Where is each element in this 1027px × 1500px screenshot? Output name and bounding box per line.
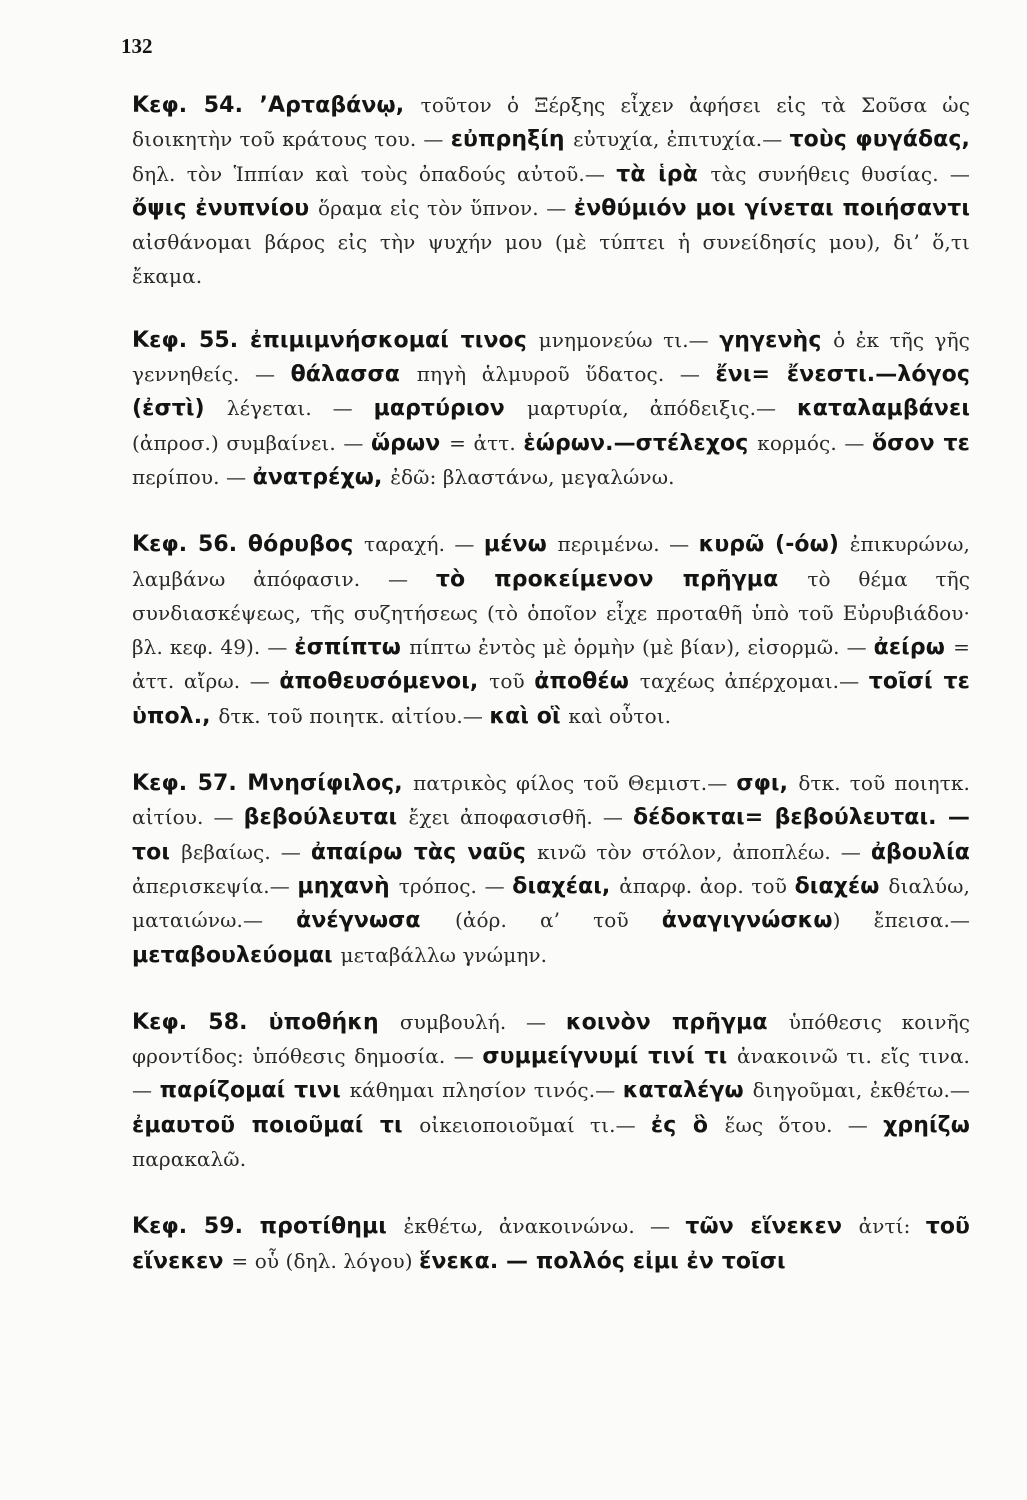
gloss: βεβαίως. — — [181, 839, 311, 864]
gloss: κινῶ τὸν στόλον, ἀποπλέω. — — [537, 839, 871, 864]
gloss: κάθημαι πλησίον τινός.— — [349, 1078, 623, 1103]
gloss: τὰς συνήθεις θυσίας. — — [710, 161, 971, 186]
gloss: ὑπόθεσις κοινῆς φροντίδος: ὑπόθεσις δημοσία. — — [132, 1009, 970, 1069]
chapter-heading: Κεφ. 54. — [132, 93, 260, 118]
headword: τοὺς φυγάδας, — [789, 127, 970, 153]
headword: συμμείγνυμί τινί τι — [482, 1044, 738, 1070]
gloss: οἰκειοποιοῦμαί τι.— — [419, 1112, 651, 1137]
gloss: ) ἔπεισα.— — [832, 908, 971, 933]
headword: τὸ προκείμενον πρῆγμα — [435, 566, 808, 592]
gloss: = ἀττ. — [449, 430, 524, 455]
headword: θόρυβος — [247, 532, 365, 558]
gloss: ἐκθέτω, ἀνακοινώνω. — — [403, 1214, 686, 1239]
gloss: περιμένω. — — [557, 532, 699, 557]
gloss: ὅραμα εἰς τὸν ὕπνον. — — [318, 195, 574, 220]
headword: τὰ ἱρὰ — [616, 161, 711, 187]
headword: τῶν εἵνεκεν — [685, 1214, 859, 1240]
gloss: παρακαλῶ. — [132, 1147, 247, 1172]
gloss: ταχέως ἀπέρχομαι.— — [639, 669, 869, 694]
gloss: περίπου. — — [132, 464, 253, 489]
chapter-55-entry — [132, 323, 970, 494]
gloss: πατρικὸς φίλος τοῦ Θεμιστ.— — [413, 771, 737, 796]
gloss: πηγὴ ἁλμυροῦ ὕδατος. — — [416, 362, 716, 387]
gloss: καὶ οὗτοι. — [568, 703, 672, 728]
headword: δέδοκται= βεβούλευται. — τοι — [132, 805, 971, 865]
headword: μηχανὴ — [297, 873, 399, 899]
gloss: κορμός. — — [757, 430, 872, 455]
gloss: αἰσθάνομαι βάρος εἰς τὴν ψυχήν μου (μὲ τύπτει ἡ συνείδησίς μου), δι’ ὅ,τι ἔκαμα. — [132, 230, 970, 289]
chapter-59-entry — [132, 1209, 970, 1278]
chapter-heading: Κεφ. 57. — [132, 771, 248, 797]
headword: προτίθημι — [259, 1214, 404, 1240]
headword: ὑποθήκη — [268, 1009, 400, 1035]
headword: γηγενὴς — [719, 327, 834, 353]
chapter-57-entry — [132, 766, 970, 972]
headword: εὐπρηξίη — [450, 127, 574, 153]
headword: διαχέαι, — [512, 873, 620, 899]
headword: τοῦ εἵνεκεν — [132, 1214, 970, 1274]
gloss: εὐτυχία, ἐπιτυχία.— — [573, 127, 790, 152]
gloss: μνημονεύω τι.— — [538, 327, 720, 352]
headword: ἀνατρέχω, — [252, 464, 391, 490]
headword: σφι, — [736, 771, 799, 797]
gloss: μαρτυρία, ἀπόδειξις.— — [527, 396, 797, 421]
gloss: μεταβάλλω γνώμην. — [340, 942, 548, 967]
gloss: ὁ ἐκ τῆς γῆς γεννηθείς. — — [132, 327, 970, 387]
headword: ἀπαίρω τὰς ναῦς — [310, 839, 538, 865]
headword: ἑώρων.—στέλεχος — [523, 430, 758, 456]
headword: παρίζομαί τινι — [159, 1078, 350, 1104]
gloss: λέγεται. — — [226, 396, 374, 421]
headword: ἐμαυτοῦ ποιοῦμαί τι — [132, 1112, 420, 1138]
gloss: δηλ. τὸν Ἱππίαν καὶ τοὺς ὀπαδούς αὐτοῦ.— — [132, 161, 617, 186]
gloss: τοῦτον ὁ Ξέρξης εἶχεν ἀφήσει εἰς τὰ Σοῦσα ὡς διοικητὴν τοῦ κράτους του. — — [132, 93, 971, 152]
gloss: διαλύω, ματαιώνω.— — [132, 873, 971, 933]
headword: κοινὸν πρῆγμα — [565, 1009, 789, 1035]
headword: ὅσον τε — [871, 430, 970, 456]
gloss: ἀπαρφ. ἀορ. τοῦ — [619, 873, 795, 898]
headword: ὥρων — [370, 430, 450, 456]
headword: καταλέγω — [622, 1078, 753, 1104]
gloss: διηγοῦμαι, ἐκθέτω.— — [752, 1078, 971, 1103]
headword: ἀποθέω — [534, 669, 640, 695]
gloss: = ἀττ. αἴρω. — — [132, 635, 971, 694]
headword: θάλασσα — [290, 362, 417, 388]
headword: ἐς ὃ — [650, 1112, 725, 1138]
gloss: ἐδῶ: βλαστάνω, μεγαλώνω. — [390, 464, 675, 489]
chapter-heading: Κεφ. 58. — [132, 1009, 269, 1035]
chapter-56-entry — [132, 527, 970, 733]
headword: καταλαμβάνει — [797, 396, 970, 422]
headword: ὄψις ἐνυπνίου — [132, 195, 319, 221]
gloss: ἕως ὅτου. — — [724, 1112, 884, 1137]
gloss: = οὗ (δηλ. λόγου) — [231, 1248, 420, 1273]
chapter-58-entry — [132, 1005, 970, 1176]
gloss: δτκ. τοῦ ποιητκ. αἰτίου.— — [218, 703, 490, 728]
chapter-heading: Κεφ. 56. — [132, 532, 248, 558]
gloss: ἀνακοινῶ τι. εἴς τινα. — — [132, 1044, 971, 1103]
gloss: ταραχή. — — [364, 532, 484, 557]
headword: διαχέω — [794, 873, 889, 899]
headword: κυρῶ (-όω) — [698, 532, 850, 558]
chapter-heading: Κεφ. 55. — [132, 327, 250, 353]
headword: Μνησίφιλος, — [247, 771, 414, 797]
headword: μαρτύριον — [373, 396, 527, 422]
gloss: συμβουλή. — — [399, 1009, 566, 1034]
gloss: ἀπερισκεψία.— — [132, 873, 298, 898]
headword: μένω — [483, 532, 558, 558]
headword: ἀναγιγνώσκω — [661, 908, 833, 934]
headword: ἀνέγνωσα — [296, 908, 455, 934]
gloss: τὸ θέμα τῆς συνδιασκέψεως, τῆς συζητήσεως (τὸ ὁποῖον εἶχε προταθῆ ὑπὸ τοῦ Εὐρυβιάδου· βλ. κεφ. 49). — — [132, 566, 970, 660]
gloss: πίπτω ἐντὸς μὲ ὁρμὴν (μὲ βίαν), εἰσορμῶ. — — [409, 635, 874, 660]
headword: ἔνι= ἔνεστι.—λόγος (ἐστὶ) — [132, 362, 970, 422]
chapter-54-entry — [132, 88, 970, 294]
headword: τοῖσί τε ὑπολ., — [132, 669, 970, 729]
glossary-entries — [132, 88, 970, 1311]
headword: ἀποθευσόμενοι, — [279, 669, 490, 695]
gloss: ἐπικυρώνω, λαμβάνω ἀπόφασιν. — — [132, 532, 970, 591]
gloss: ἔχει ἀποφασισθῆ. — — [408, 805, 633, 830]
headword: ἐνθύμιόν μοι γίνεται ποιήσαντι — [573, 195, 971, 221]
headword: βεβούλευται — [243, 805, 409, 831]
headword: ἐσπίπτω — [294, 635, 410, 661]
headword: ἀείρω — [873, 635, 954, 661]
gloss: τρόπος. — — [398, 873, 513, 898]
gloss: ἀντί: — [858, 1214, 926, 1239]
gloss: (ἀπροσ.) συμβαίνει. — — [132, 430, 371, 455]
headword: ἕνεκα. — πολλός εἰμι ἐν τοῖσι — [419, 1248, 786, 1274]
chapter-heading: Κεφ. 59. — [132, 1214, 260, 1240]
headword: ἀβουλία — [870, 839, 970, 865]
headword: ἐπιμιμνήσκομαί τινος — [249, 327, 539, 353]
headword: ’Αρταβάνῳ, — [259, 93, 421, 118]
gloss: δτκ. τοῦ ποιητκ. αἰτίου. — — [132, 771, 970, 830]
page-number: 132 — [121, 34, 153, 58]
gloss: τοῦ — [489, 669, 535, 694]
headword: μεταβουλεύομαι — [132, 942, 341, 968]
headword: χρηίζω — [883, 1112, 970, 1138]
headword: καὶ οἳ — [489, 703, 569, 729]
gloss: (ἀόρ. α’ τοῦ — [454, 908, 662, 933]
